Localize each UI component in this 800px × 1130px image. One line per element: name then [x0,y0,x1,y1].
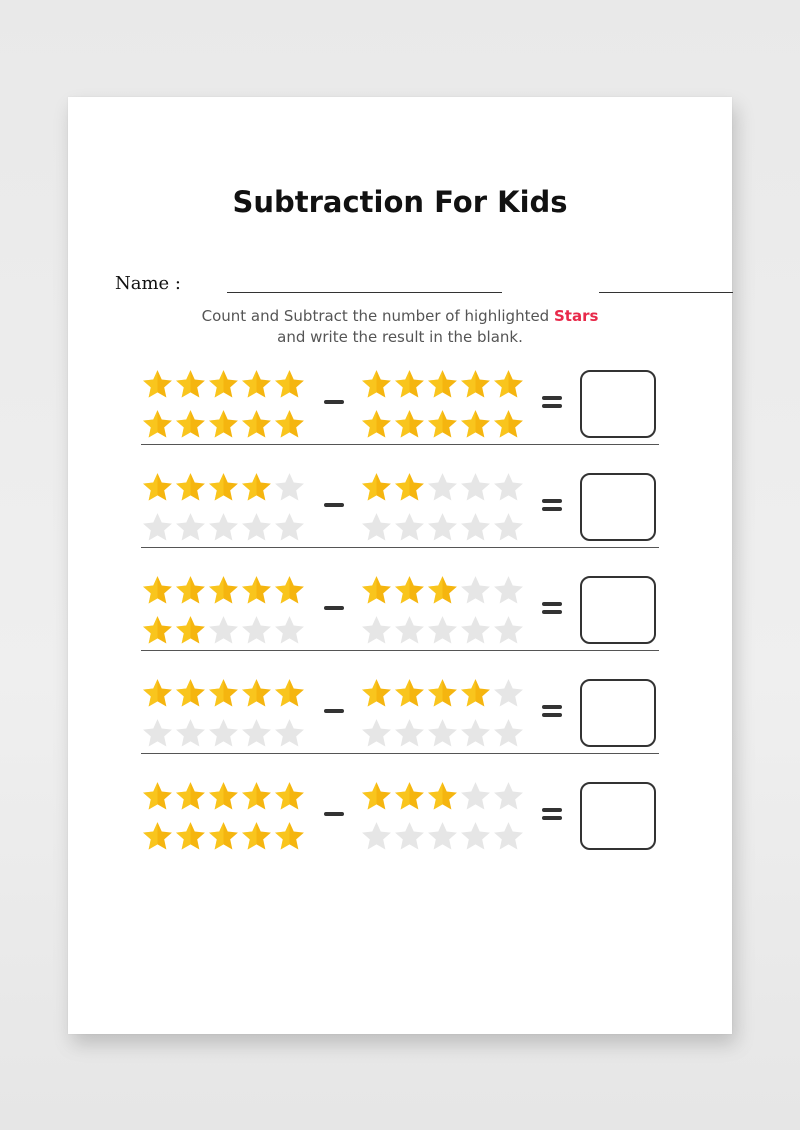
star-highlighted-icon [240,574,273,607]
subtraction-problem [141,574,659,677]
subtraction-problem [141,368,659,471]
star-row [141,677,306,717]
star-empty-icon [207,511,240,544]
star-empty-icon [273,511,306,544]
star-highlighted-icon [273,820,306,853]
star-empty-icon [459,820,492,853]
star-highlighted-icon [207,368,240,401]
star-highlighted-icon [174,677,207,710]
row-divider [141,547,659,548]
star-highlighted-icon [459,677,492,710]
star-highlighted-icon [141,368,174,401]
star-empty-icon [492,471,525,504]
star-highlighted-icon [207,780,240,813]
star-highlighted-icon [273,677,306,710]
left-star-group [141,574,306,654]
subtraction-problem [141,780,659,883]
star-empty-icon [360,511,393,544]
answer-box[interactable] [580,370,656,438]
minus-sign [324,709,344,713]
star-highlighted-icon [174,780,207,813]
star-highlighted-icon [240,471,273,504]
right-star-group [360,574,525,654]
star-highlighted-icon [273,408,306,441]
star-empty-icon [492,511,525,544]
star-row [360,574,525,614]
name-label: Name : [115,273,181,294]
star-highlighted-icon [207,677,240,710]
star-empty-icon [141,511,174,544]
instruction-text-2: and write the result in the blank. [277,328,523,346]
right-star-group [360,368,525,448]
star-empty-icon [492,820,525,853]
right-star-group [360,677,525,757]
right-star-group [360,471,525,551]
star-highlighted-icon [393,780,426,813]
equals-sign [542,602,562,614]
minus-sign [324,503,344,507]
star-empty-icon [492,780,525,813]
star-highlighted-icon [393,677,426,710]
star-highlighted-icon [174,408,207,441]
star-highlighted-icon [360,574,393,607]
star-empty-icon [492,717,525,750]
star-row [360,614,525,654]
star-empty-icon [207,614,240,647]
star-empty-icon [393,511,426,544]
star-highlighted-icon [426,677,459,710]
star-empty-icon [393,820,426,853]
star-highlighted-icon [360,408,393,441]
star-row [141,717,306,757]
star-highlighted-icon [174,820,207,853]
star-row [141,511,306,551]
row-divider [141,444,659,445]
answer-box[interactable] [580,782,656,850]
star-highlighted-icon [492,408,525,441]
star-empty-icon [174,511,207,544]
star-highlighted-icon [207,408,240,441]
star-highlighted-icon [240,780,273,813]
star-highlighted-icon [360,780,393,813]
star-highlighted-icon [426,408,459,441]
equals-sign [542,396,562,408]
star-highlighted-icon [207,820,240,853]
star-empty-icon [273,717,306,750]
star-row [141,780,306,820]
star-highlighted-icon [141,614,174,647]
star-empty-icon [426,511,459,544]
left-star-group [141,471,306,551]
star-empty-icon [393,614,426,647]
star-highlighted-icon [174,471,207,504]
star-empty-icon [426,614,459,647]
star-empty-icon [360,614,393,647]
row-divider [141,650,659,651]
instruction-text-1: Count and Subtract the number of highlighted [201,307,554,325]
star-highlighted-icon [393,471,426,504]
star-highlighted-icon [459,368,492,401]
instructions [68,306,732,348]
right-star-group [360,780,525,860]
star-empty-icon [426,471,459,504]
star-highlighted-icon [492,368,525,401]
star-row [360,511,525,551]
star-highlighted-icon [141,471,174,504]
star-empty-icon [207,717,240,750]
star-highlighted-icon [426,368,459,401]
star-row [141,408,306,448]
name-blank-line[interactable] [227,292,502,293]
star-row [360,717,525,757]
star-highlighted-icon [240,408,273,441]
star-highlighted-icon [360,368,393,401]
left-star-group [141,677,306,757]
worksheet-page [68,97,732,1034]
star-highlighted-icon [240,368,273,401]
name-row [115,273,695,297]
problems-list [141,368,659,883]
star-empty-icon [360,820,393,853]
minus-sign [324,606,344,610]
star-row [360,677,525,717]
star-empty-icon [141,717,174,750]
star-empty-icon [426,820,459,853]
star-highlighted-icon [273,574,306,607]
star-empty-icon [459,614,492,647]
star-empty-icon [273,614,306,647]
star-highlighted-icon [141,574,174,607]
star-highlighted-icon [141,780,174,813]
star-highlighted-icon [141,408,174,441]
star-highlighted-icon [273,780,306,813]
star-row [360,780,525,820]
answer-box[interactable] [580,576,656,644]
star-highlighted-icon [459,408,492,441]
star-empty-icon [492,574,525,607]
star-row [360,471,525,511]
row-divider [141,753,659,754]
worksheet-title: Subtraction For Kids [232,185,568,219]
star-empty-icon [426,717,459,750]
star-row [141,574,306,614]
star-highlighted-icon [174,614,207,647]
star-highlighted-icon [207,471,240,504]
star-highlighted-icon [240,820,273,853]
star-row [141,820,306,860]
equals-sign [542,808,562,820]
star-highlighted-icon [360,471,393,504]
star-empty-icon [240,614,273,647]
star-empty-icon [459,780,492,813]
minus-sign [324,400,344,404]
star-empty-icon [492,677,525,710]
star-highlighted-icon [393,408,426,441]
second-blank-line[interactable] [599,292,733,293]
star-row [141,614,306,654]
star-empty-icon [273,471,306,504]
star-empty-icon [360,717,393,750]
star-row [360,368,525,408]
star-row [141,471,306,511]
star-empty-icon [459,717,492,750]
star-row [360,408,525,448]
star-empty-icon [393,717,426,750]
answer-box[interactable] [580,473,656,541]
star-empty-icon [459,471,492,504]
minus-sign [324,812,344,816]
star-row [141,368,306,408]
star-highlighted-icon [141,820,174,853]
equals-sign [542,499,562,511]
star-highlighted-icon [360,677,393,710]
star-empty-icon [492,614,525,647]
left-star-group [141,368,306,448]
star-highlighted-icon [426,574,459,607]
star-highlighted-icon [207,574,240,607]
star-empty-icon [459,511,492,544]
star-highlighted-icon [240,677,273,710]
left-star-group [141,780,306,860]
star-empty-icon [459,574,492,607]
star-highlighted-icon [174,368,207,401]
subtraction-problem [141,677,659,780]
star-highlighted-icon [426,780,459,813]
subtraction-problem [141,471,659,574]
star-highlighted-icon [273,368,306,401]
equals-sign [542,705,562,717]
star-highlighted-icon [174,574,207,607]
star-highlighted-icon [393,368,426,401]
star-empty-icon [174,717,207,750]
star-empty-icon [240,511,273,544]
star-highlighted-icon [141,677,174,710]
star-empty-icon [240,717,273,750]
instruction-highlight: Stars [553,307,599,325]
star-highlighted-icon [393,574,426,607]
answer-box[interactable] [580,679,656,747]
star-row [360,820,525,860]
